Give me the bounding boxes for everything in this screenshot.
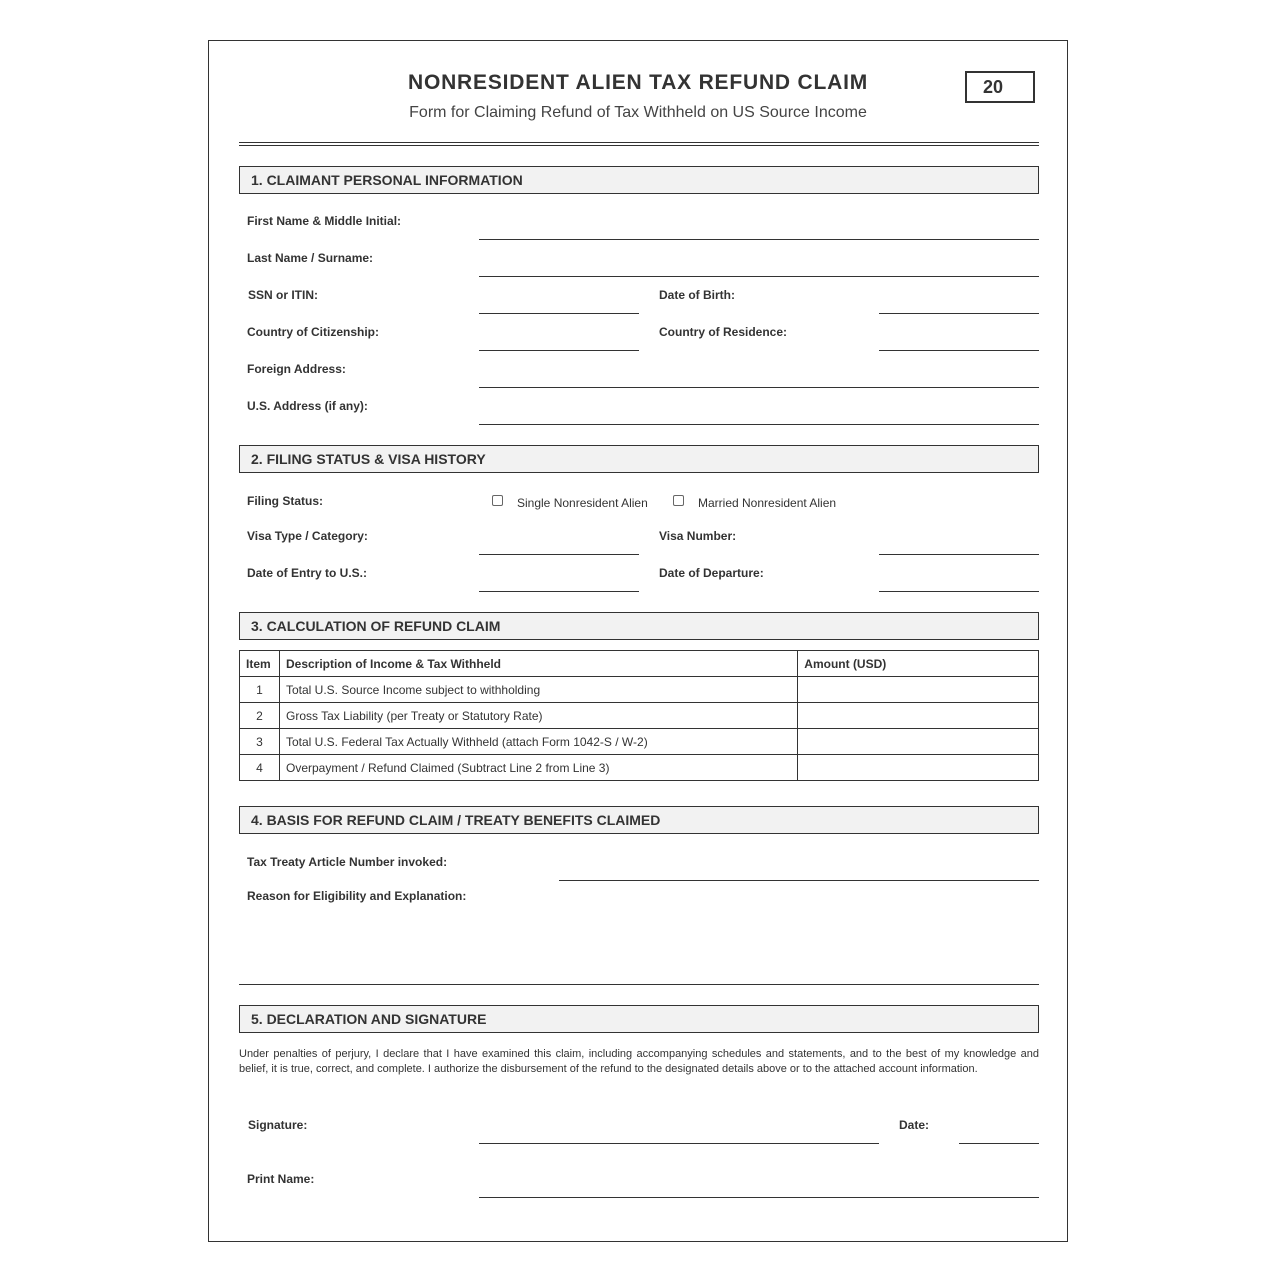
date-label: Date: <box>899 1118 930 1132</box>
column-header-amount: Amount (USD) <box>798 651 1039 677</box>
print-name-label: Print Name: <box>247 1172 315 1186</box>
table-row <box>240 677 1039 703</box>
foreign-address-label: Foreign Address: <box>247 362 346 376</box>
entry-date-label: Date of Entry to U.S.: <box>247 566 368 580</box>
residence-label: Country of Residence: <box>659 325 788 339</box>
row-description: Overpayment / Refund Claimed (Subtract Line 2 from Line 3) <box>279 755 797 781</box>
visa-type-label: Visa Type / Category: <box>247 529 368 543</box>
section-2-heading: 2. FILING STATUS & VISA HISTORY <box>239 445 1039 473</box>
departure-date-field[interactable] <box>879 591 1039 592</box>
departure-date-label: Date of Departure: <box>659 566 764 580</box>
table-header-row <box>240 651 1039 677</box>
citizenship-label: Country of Citizenship: <box>247 325 379 339</box>
visa-number-label: Visa Number: <box>659 529 737 543</box>
first-name-field[interactable] <box>479 239 1039 240</box>
married-checkbox[interactable] <box>673 495 684 506</box>
reason-label: Reason for Eligibility and Explanation: <box>247 889 467 903</box>
visa-type-field[interactable] <box>479 554 639 555</box>
citizenship-field[interactable] <box>479 350 639 351</box>
row-amount-field[interactable] <box>798 755 1039 781</box>
last-name-label: Last Name / Surname: <box>247 251 374 265</box>
row-description: Total U.S. Source Income subject to withholding <box>279 677 797 703</box>
column-header-description: Description of Income & Tax Withheld <box>279 651 797 677</box>
row-item-number: 4 <box>240 755 280 781</box>
ssn-label: SSN or ITIN: <box>248 288 319 302</box>
row-amount-field[interactable] <box>798 729 1039 755</box>
date-field[interactable] <box>959 1143 1039 1144</box>
reason-field[interactable] <box>239 984 1039 985</box>
form-title: NONRESIDENT ALIEN TAX REFUND CLAIM <box>407 71 869 94</box>
table-row <box>240 703 1039 729</box>
print-name-field[interactable] <box>479 1197 1039 1198</box>
row-amount-field[interactable] <box>798 703 1039 729</box>
treaty-article-field[interactable] <box>559 880 1039 881</box>
filing-status-label: Filing Status: <box>247 494 323 508</box>
section-5-heading: 5. DECLARATION AND SIGNATURE <box>239 1005 1039 1033</box>
foreign-address-field[interactable] <box>479 387 1039 388</box>
form-page <box>208 40 1068 1242</box>
treaty-article-label: Tax Treaty Article Number invoked: <box>247 855 448 869</box>
table-row <box>240 755 1039 781</box>
dob-label: Date of Birth: <box>659 288 735 302</box>
signature-label: Signature: <box>248 1118 308 1132</box>
first-name-label: First Name & Middle Initial: <box>247 214 402 228</box>
section-4-heading: 4. BASIS FOR REFUND CLAIM / TREATY BENEFITS CLAIMED <box>239 806 1039 834</box>
section-1-heading: 1. CLAIMANT PERSONAL INFORMATION <box>239 166 1039 194</box>
row-description: Total U.S. Federal Tax Actually Withheld (attach Form 1042-S / W-2) <box>279 729 797 755</box>
single-checkbox[interactable] <box>492 495 503 506</box>
row-amount-field[interactable] <box>798 677 1039 703</box>
header-divider <box>239 142 1039 146</box>
row-item-number: 2 <box>240 703 280 729</box>
column-header-item: Item <box>240 651 280 677</box>
us-address-field[interactable] <box>479 424 1039 425</box>
married-option-label: Married Nonresident Alien <box>698 496 837 510</box>
refund-calculation-table <box>239 650 1039 781</box>
form-number-box: 20 <box>965 71 1035 103</box>
declaration-text: Under penalties of perjury, I declare that I have examined this claim, including accompanying schedules and statements, and to the best of my knowledge and belief, it is true, correct, and complete. I authorize the disbursement of the refund to the designated details above or to the attached account information. <box>239 1048 1039 1075</box>
signature-field[interactable] <box>479 1143 879 1144</box>
residence-field[interactable] <box>879 350 1039 351</box>
single-option-label: Single Nonresident Alien <box>517 496 648 510</box>
entry-date-field[interactable] <box>479 591 639 592</box>
dob-field[interactable] <box>879 313 1039 314</box>
form-subtitle: Form for Claiming Refund of Tax Withheld on US Source Income <box>409 104 867 121</box>
table-row <box>240 729 1039 755</box>
row-item-number: 3 <box>240 729 280 755</box>
section-3-heading: 3. CALCULATION OF REFUND CLAIM <box>239 612 1039 640</box>
ssn-field[interactable] <box>479 313 639 314</box>
row-item-number: 1 <box>240 677 280 703</box>
us-address-label: U.S. Address (if any): <box>247 399 368 413</box>
row-description: Gross Tax Liability (per Treaty or Statutory Rate) <box>279 703 797 729</box>
visa-number-field[interactable] <box>879 554 1039 555</box>
last-name-field[interactable] <box>479 276 1039 277</box>
